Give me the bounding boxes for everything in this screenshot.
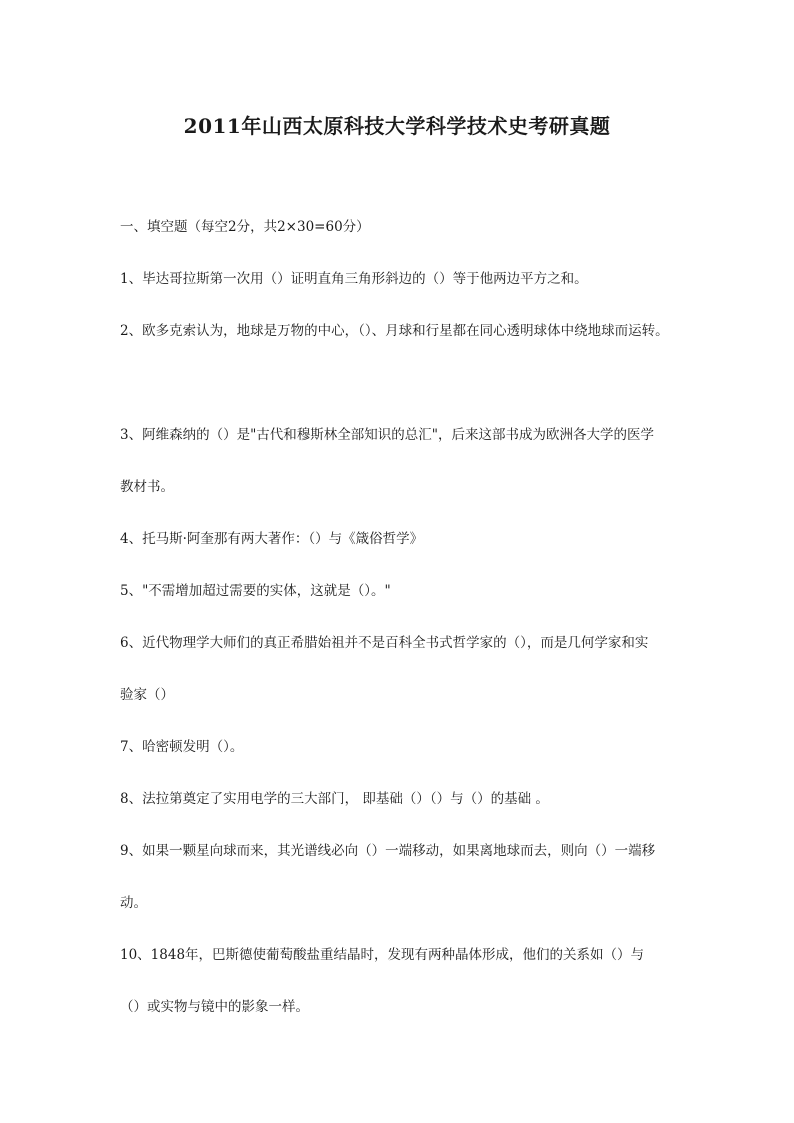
question-1: 1、毕达哥拉斯第一次用（）证明直角三角形斜边的（）等于他两边平方之和。 xyxy=(120,271,588,287)
question-6-line-2: 验家（） xyxy=(120,687,174,703)
question-9-line-1: 9、如果一颗星向球而来，其光谱线必向（）一端移动，如果离地球而去，则向（）一端移 xyxy=(120,843,656,859)
question-3-line-2: 教材书。 xyxy=(120,479,174,495)
question-9-line-2: 动。 xyxy=(120,895,147,911)
question-7: 7、哈密顿发明（）。 xyxy=(120,739,244,755)
section-heading: 一、填空题（每空2分，共2×30=60分） xyxy=(120,219,370,235)
question-5: 5、"不需增加超过需要的实体，这就是（）。" xyxy=(120,583,391,599)
question-2: 2、欧多克索认为，地球是万物的中心，（）、月球和行星都在同心透明球体中绕地球而运转。 xyxy=(120,323,669,339)
question-10-line-2: （）或实物与镜中的影象一样。 xyxy=(120,999,309,1015)
question-4: 4、托马斯·阿奎那有两大著作：（）与《箴俗哲学》 xyxy=(120,531,424,547)
question-3-line-1: 3、阿维森纳的（）是"古代和穆斯林全部知识的总汇"，后来这部书成为欧洲各大学的医学 xyxy=(120,427,655,443)
question-6-line-1: 6、近代物理学大师们的真正希腊始祖并不是百科全书式哲学家的（），而是几何学家和实 xyxy=(120,635,649,651)
question-8: 8、法拉第奠定了实用电学的三大部门， 即基础（）（）与（）的基础 。 xyxy=(120,791,549,807)
question-10-line-1: 10、1848年，巴斯德使葡萄酸盐重结晶时，发现有两种晶体形成，他们的关系如（）与 xyxy=(120,947,645,963)
document-title: 2011年山西太原科技大学科学技术史考研真题 xyxy=(183,114,611,138)
